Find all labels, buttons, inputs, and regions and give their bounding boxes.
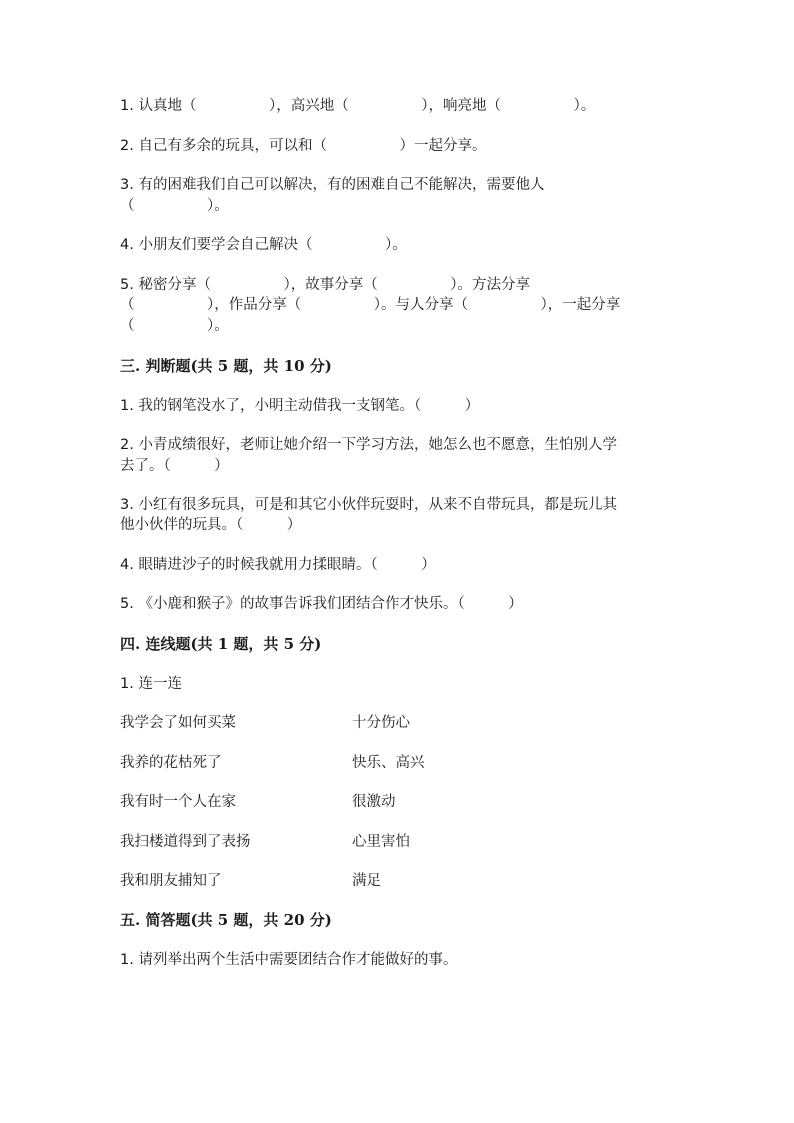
matching-right-item: 十分伤心 — [352, 715, 410, 731]
short-answer-question-1: 1. 请列举出两个生活中需要团结合作才能做好的事。 — [120, 952, 458, 968]
section-4-heading: 四. 连线题(共 1 题，共 5 分) — [120, 635, 322, 653]
fill-blank-question-5-line-3: （ ）。 — [120, 318, 229, 334]
matching-question-1: 1. 连一连 — [120, 676, 182, 692]
matching-left-item: 我有时一个人在家 — [120, 794, 236, 810]
fill-blank-question-4: 4. 小朋友们要学会自己解决（ ）。 — [120, 237, 407, 253]
true-false-question-1: 1. 我的钢笔没水了，小明主动借我一支钢笔。（ ） — [120, 398, 480, 414]
fill-blank-question-1: 1. 认真地（ ），高兴地（ ），响亮地（ ）。 — [120, 98, 596, 114]
true-false-question-3-line-1: 3. 小红有很多玩具，可是和其它小伙伴玩耍时，从来不自带玩具，都是玩儿其 — [120, 497, 617, 513]
fill-blank-question-3-line-1: 3. 有的困难我们自己可以解决，有的困难自己不能解决，需要他人 — [120, 177, 545, 193]
section-5-heading: 五. 简答题(共 5 题，共 20 分) — [120, 911, 332, 929]
matching-right-item: 满足 — [352, 873, 381, 889]
section-3-heading: 三. 判断题(共 5 题，共 10 分) — [120, 357, 332, 375]
matching-right-item: 心里害怕 — [352, 834, 410, 850]
matching-right-item: 很激动 — [352, 794, 396, 810]
true-false-question-2-line-2: 去了。（ ） — [120, 458, 229, 474]
fill-blank-question-5-line-2: （ ），作品分享（ ）。与人分享（ ），一起分享 — [120, 297, 621, 313]
matching-left-item: 我和朋友捕知了 — [120, 873, 222, 889]
matching-left-item: 我学会了如何买菜 — [120, 715, 236, 731]
true-false-question-3-line-2: 他小伙伴的玩具。（ ） — [120, 517, 302, 533]
fill-blank-question-5-line-1: 5. 秘密分享（ ），故事分享（ ）。方法分享 — [120, 277, 530, 293]
true-false-question-5: 5. 《小鹿和猴子》的故事告诉我们团结合作才快乐。（ ） — [120, 596, 523, 612]
fill-blank-question-3-line-2: （ ）。 — [120, 198, 229, 214]
matching-right-item: 快乐、高兴 — [352, 755, 425, 771]
true-false-question-4: 4. 眼睛进沙子的时候我就用力揉眼睛。（ ） — [120, 557, 436, 573]
matching-left-item: 我养的花枯死了 — [120, 755, 222, 771]
matching-left-item: 我扫楼道得到了表扬 — [120, 834, 251, 850]
true-false-question-2-line-1: 2. 小青成绩很好，老师让她介绍一下学习方法，她怎么也不愿意，生怕别人学 — [120, 437, 617, 453]
fill-blank-question-2: 2. 自己有多余的玩具，可以和（ ）一起分享。 — [120, 138, 487, 154]
